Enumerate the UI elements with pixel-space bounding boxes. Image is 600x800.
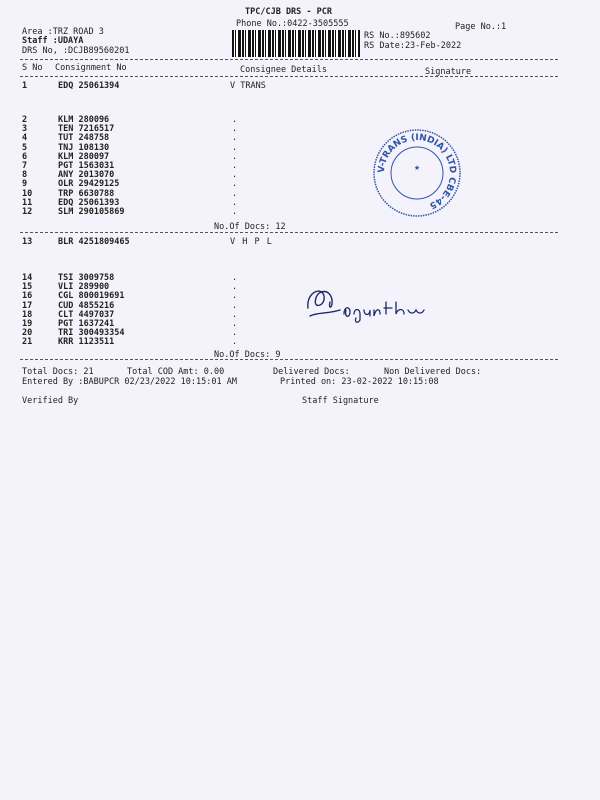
entered-by: Entered By :BABUPCR 02/23/2022 10:15:01 AM xyxy=(22,377,237,387)
row-consignment: KLM 280096 xyxy=(58,115,110,125)
rs-date: RS Date:23-Feb-2022 xyxy=(364,41,462,51)
row-sno: 12 xyxy=(22,207,33,217)
column-sno: S No xyxy=(22,63,43,73)
stamp-inner-mark: ★ xyxy=(413,164,421,172)
divider xyxy=(20,59,558,60)
row-sno: 7 xyxy=(22,161,28,171)
row-consignment: TRP 6630788 xyxy=(58,188,115,199)
divider xyxy=(20,76,558,77)
row-signature-dot: . xyxy=(232,170,238,181)
row-signature-dot: . xyxy=(232,328,238,339)
row-consignment: CLT 4497037 xyxy=(58,309,115,320)
row-signature-dot: . xyxy=(232,319,238,329)
page-number: Page No.:1 xyxy=(455,22,507,32)
row-signature-dot: . xyxy=(232,188,238,199)
no-of-docs: No.Of Docs: 9 xyxy=(214,350,281,360)
row-sno: 8 xyxy=(22,170,28,181)
row-consignment: ANY 2013070 xyxy=(58,170,115,181)
total-docs: Total Docs: 21 xyxy=(22,367,94,377)
total-cod-amount: Total COD Amt: 0.00 xyxy=(127,367,225,377)
stamp-text: V-TRANS (INDIA) LTD CBE-45 xyxy=(376,132,458,211)
column-signature: Signature xyxy=(425,67,472,77)
row-signature-dot: . xyxy=(232,133,238,144)
row-consignment: TNJ 108130 xyxy=(58,142,110,153)
row-signature-dot: . xyxy=(232,124,238,135)
row-signature-dot: . xyxy=(232,291,238,302)
row-signature-dot: . xyxy=(232,142,238,153)
row-signature-dot: . xyxy=(232,115,238,125)
row-consignment: PGT 1637241 xyxy=(58,319,115,329)
delivered-docs: Delivered Docs: xyxy=(273,367,350,377)
row-sno: 14 xyxy=(22,273,33,283)
row-signature-dot: . xyxy=(232,207,238,217)
row-sno: 20 xyxy=(22,328,33,339)
row-sno: 4 xyxy=(22,133,28,144)
column-consignee: Consignee Details xyxy=(240,65,327,75)
row-sno: 11 xyxy=(22,197,33,208)
staff-signature-label: Staff Signature xyxy=(302,396,379,406)
row-sno: 13 xyxy=(22,237,33,247)
row-signature-dot: . xyxy=(232,179,238,190)
no-of-docs: No.Of Docs: 12 xyxy=(214,222,286,232)
row-signature-dot: . xyxy=(232,309,238,320)
divider xyxy=(20,359,558,360)
row-consignment: EDQ 25061394 xyxy=(58,81,120,91)
row-signature-dot: . xyxy=(232,300,238,311)
column-consignment: Consignment No xyxy=(55,63,127,73)
row-sno: 1 xyxy=(22,81,28,91)
row-sno: 21 xyxy=(22,337,33,348)
row-signature-dot: . xyxy=(232,337,238,348)
row-consignment: BLR 4251809465 xyxy=(58,237,130,247)
drs-number: DRS No, :DCJB89560201 xyxy=(22,46,130,56)
document-title: TPC/CJB DRS - PCR xyxy=(245,7,332,17)
row-consignment: CUD 4855216 xyxy=(58,300,115,311)
staff-label: Staff :UDAYA xyxy=(22,36,84,46)
company-stamp xyxy=(372,128,462,218)
printed-on: Printed on: 23-02-2022 10:15:08 xyxy=(280,377,439,387)
rs-number: RS No.:895602 xyxy=(364,31,431,41)
row-consignment: KRR 1123511 xyxy=(58,337,115,348)
row-consignment: OLR 29429125 xyxy=(58,179,120,190)
row-sno: 19 xyxy=(22,319,33,329)
verified-by: Verified By xyxy=(22,396,79,406)
barcode-image xyxy=(232,30,360,57)
non-delivered-docs: Non Delivered Docs: xyxy=(384,367,482,377)
divider xyxy=(20,232,558,233)
row-sno: 10 xyxy=(22,188,33,199)
consignee-name: V TRANS xyxy=(230,81,266,91)
row-sno: 18 xyxy=(22,309,33,320)
handwritten-signature xyxy=(300,280,450,330)
row-consignment: TSI 3009758 xyxy=(58,273,115,283)
phone-number: Phone No.:0422-3505555 xyxy=(236,19,349,29)
row-consignment: TUT 248758 xyxy=(58,133,110,144)
area-label: Area :TRZ ROAD 3 xyxy=(22,27,104,37)
row-consignment: EDQ 25061393 xyxy=(58,197,120,208)
row-signature-dot: . xyxy=(232,282,238,293)
row-consignment: CGL 800019691 xyxy=(58,291,125,302)
row-sno: 16 xyxy=(22,291,33,302)
row-consignment: SLM 290105869 xyxy=(58,207,125,217)
row-consignment: PGT 1563031 xyxy=(58,161,115,171)
row-signature-dot: . xyxy=(232,273,238,283)
row-consignment: KLM 280097 xyxy=(58,151,110,162)
row-signature-dot: . xyxy=(232,197,238,208)
row-consignment: TEN 7216517 xyxy=(58,124,115,135)
consignee-name: V H P L xyxy=(230,237,273,247)
row-sno: 15 xyxy=(22,282,33,293)
row-sno: 17 xyxy=(22,300,33,311)
row-sno: 2 xyxy=(22,115,28,125)
row-signature-dot: . xyxy=(232,161,238,171)
row-consignment: TRI 300493354 xyxy=(58,328,125,339)
row-consignment: VLI 289900 xyxy=(58,282,110,293)
row-signature-dot: . xyxy=(232,151,238,162)
row-sno: 9 xyxy=(22,179,28,190)
row-sno: 5 xyxy=(22,142,28,153)
row-sno: 3 xyxy=(22,124,28,135)
row-sno: 6 xyxy=(22,151,28,162)
